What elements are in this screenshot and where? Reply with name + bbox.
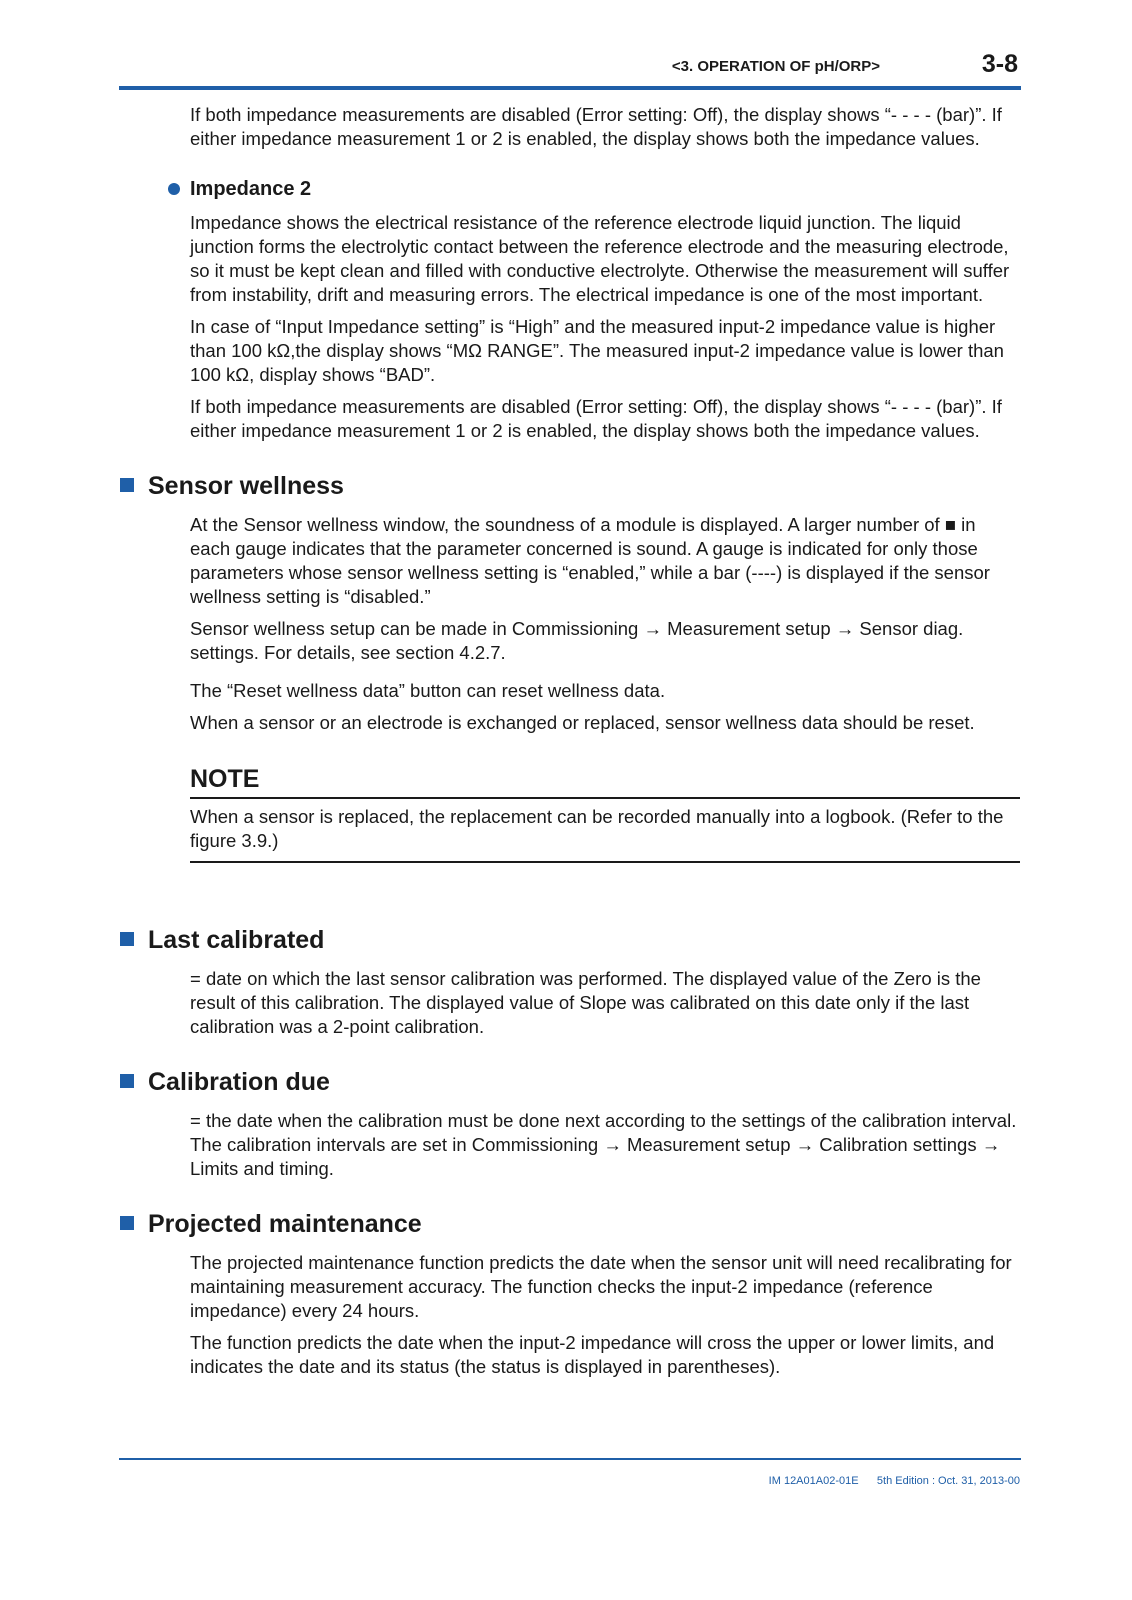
impedance2-heading-text: Impedance 2 xyxy=(190,178,312,200)
square-bullet-icon xyxy=(120,932,134,946)
impedance2-paragraph: Impedance shows the electrical resistance of the reference electrode liquid junction. The liquid junction forms the electrolytic contact between the reference electrode and the measuring electrode, so it must be kept clean and filled with conductive electrolyte. Otherwise the measurement will suffer from instability, drift and measuring errors. The electrical impedance is one of the most important. xyxy=(190,212,1010,305)
footer xyxy=(600,1475,1020,1487)
impedance2-heading xyxy=(190,175,1020,203)
footer-rule xyxy=(119,1458,1021,1460)
last-calibrated-heading-text: Last calibrated xyxy=(148,926,325,954)
note-body: When a sensor is replaced, the replacement can be recorded manually into a logbook. (Refer to the figure 3.9.) xyxy=(190,799,1020,863)
impedance2-paragraph: If both impedance measurements are disabled (Error setting: Off), the display shows “- - - - (bar)”. If either impedance measurement 1 or 2 is enabled, the display shows both the impedance values. xyxy=(190,396,1002,441)
calibration-due-heading xyxy=(120,1065,1020,1099)
projected-maintenance-paragraph: The projected maintenance function predicts the date when the sensor unit will need recalibrating for maintaining measurement accuracy. The function checks the input-2 impedance (reference impedance) every 24 hours. xyxy=(190,1252,1012,1321)
page-content xyxy=(148,103,1020,1387)
calibration-due-heading-text: Calibration due xyxy=(148,1068,330,1096)
impedance2-paragraph: In case of “Input Impedance setting” is “High” and the measured input-2 impedance value is higher than 100 kΩ,the display shows “MΩ RANGE”. The measured input-2 impedance value is lower than 100 kΩ, display shows “BAD”. xyxy=(190,316,1004,385)
calibration-due-paragraph: = the date when the calibration must be done next according to the settings of the calibration interval. The calibration intervals are set in Commissioning → Measurement setup → Calibration settings → Limits and timing. xyxy=(190,1110,1017,1179)
page-number: 3-8 xyxy=(981,50,1018,78)
chapter-header: <3. OPERATION OF pH/ORP> xyxy=(671,58,880,75)
square-bullet-icon xyxy=(120,1074,134,1088)
projected-maintenance-heading xyxy=(120,1207,1020,1241)
sensor-wellness-heading-text: Sensor wellness xyxy=(148,472,344,500)
last-calibrated-paragraph: = date on which the last sensor calibration was performed. The displayed value of the Zero is the result of this calibration. The displayed value of Slope was calibrated on this date only if the last calibration was a 2-point calibration. xyxy=(190,968,981,1037)
note-box xyxy=(190,763,1020,863)
sensor-wellness-paragraph: At the Sensor wellness window, the soundness of a module is displayed. A larger number of ■ in each gauge indicates that the parameter concerned is sound. A gauge is indicated for only those parameters whose sensor wellness setting is “enabled,” while a bar (----) is displayed if the sensor wellness setting is “disabled.” xyxy=(190,514,990,607)
footer-doc-id: IM 12A01A02-01E xyxy=(768,1475,859,1487)
projected-maintenance-heading-text: Projected maintenance xyxy=(148,1210,422,1238)
projected-maintenance-paragraph: The function predicts the date when the input-2 impedance will cross the upper or lower limits, and indicates the date and its status (the status is displayed in parentheses). xyxy=(190,1332,995,1377)
sensor-wellness-paragraph: Sensor wellness setup can be made in Commissioning → Measurement setup → Sensor diag. settings. For details, see section 4.2.7. xyxy=(190,618,964,663)
intro-paragraph: If both impedance measurements are disabled (Error setting: Off), the display shows “- - - - (bar)”. If either impedance measurement 1 or 2 is enabled, the display shows both the impedance values. xyxy=(190,104,1002,149)
sensor-wellness-paragraph: The “Reset wellness data” button can reset wellness data. xyxy=(190,680,666,701)
sensor-wellness-heading xyxy=(120,469,1020,503)
last-calibrated-heading xyxy=(120,923,1020,957)
sensor-wellness-paragraph: When a sensor or an electrode is exchanged or replaced, sensor wellness data should be reset. xyxy=(190,712,975,733)
note-title: NOTE xyxy=(190,763,1020,799)
footer-edition: 5th Edition : Oct. 31, 2013-00 xyxy=(876,1475,1020,1487)
square-bullet-icon xyxy=(120,1216,134,1230)
square-bullet-icon xyxy=(120,478,134,492)
bullet-dot-icon xyxy=(168,183,180,195)
header-rule xyxy=(119,86,1021,90)
